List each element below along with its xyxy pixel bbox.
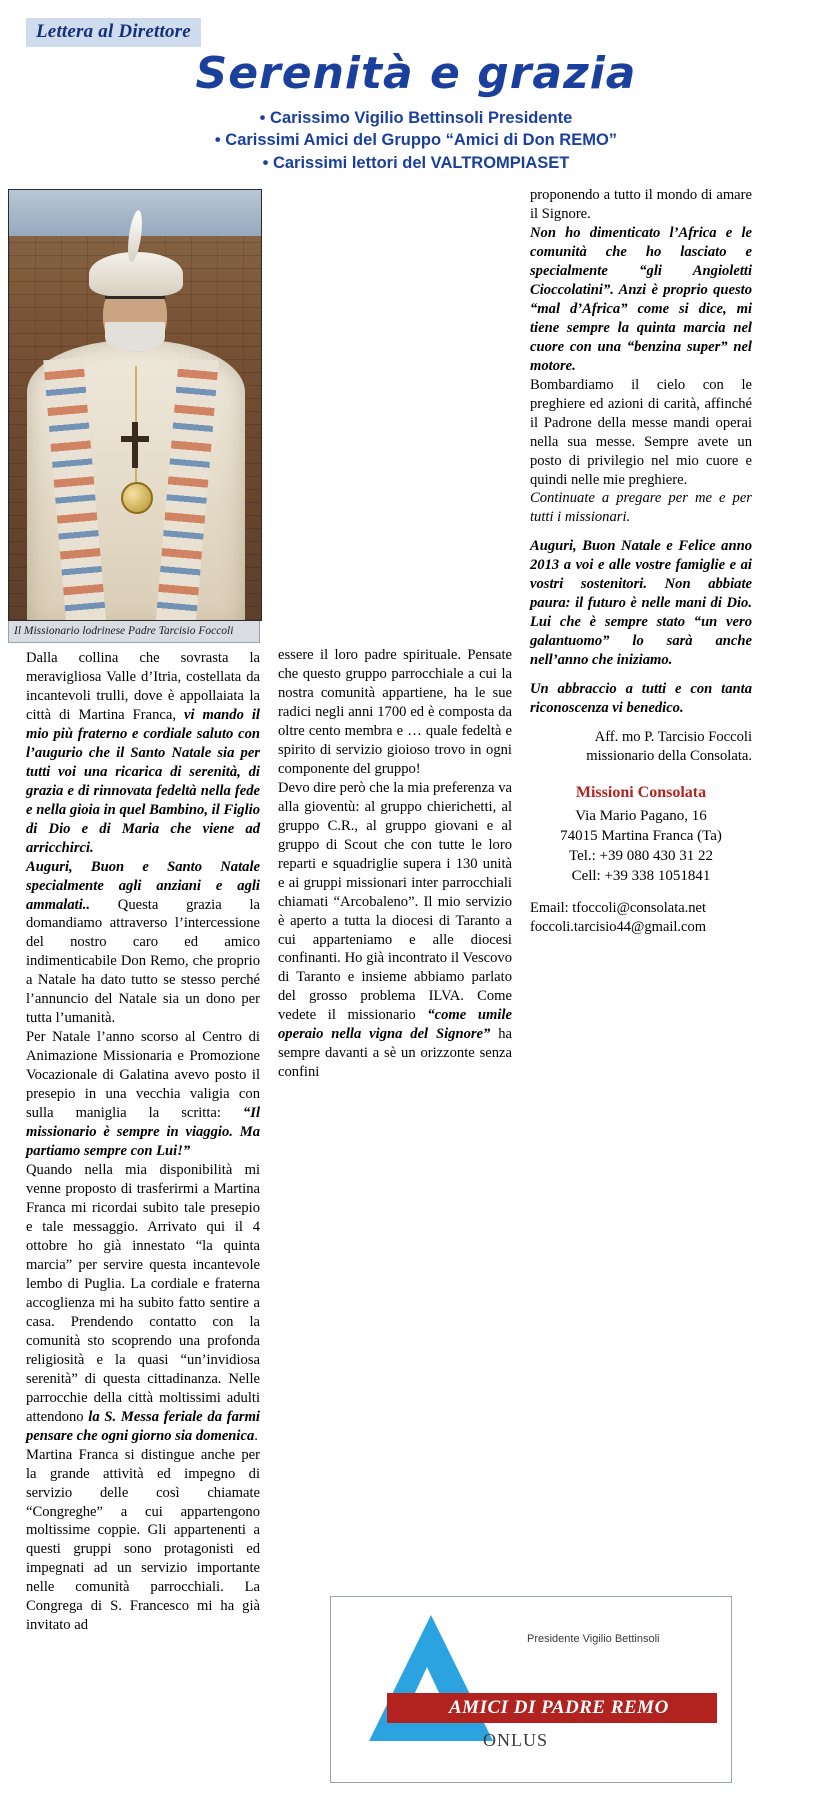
kicker-wrap bbox=[26, 18, 806, 47]
text-run-emphasis: “come umile operaio nella vigna del Signore” bbox=[278, 1007, 512, 1043]
logo-bar-label: AMICI DI PADRE REMO bbox=[449, 1697, 669, 1718]
address-street: Via Mario Pagano, 16 bbox=[575, 807, 707, 824]
organization-name: Missioni Consolata bbox=[575, 784, 707, 802]
email-primary[interactable]: Email: tfoccoli@consolata.net bbox=[530, 899, 707, 916]
text-run: Questa grazia la domandiamo attraverso l’intercessione del nostro caro ed amico indimenticabile Don Remo, che proprio a Natale ha dato tutto se stesso perché l’annuncio del Natale sia un dono per tutta l’umanità. bbox=[26, 896, 260, 1027]
paragraph-c3-3 bbox=[530, 376, 752, 490]
paragraph-c2-1 bbox=[278, 646, 512, 779]
paragraph-c1-3 bbox=[26, 1028, 260, 1161]
text-run: proponendo a tutto il mondo di amare il Signore. bbox=[530, 186, 752, 222]
paragraph-c3-4 bbox=[530, 489, 752, 527]
photo-block bbox=[8, 189, 260, 643]
photo-caption: Il Missionario lodrinese Padre Tarcisio Foccoli bbox=[8, 621, 260, 643]
text-run: essere il loro padre spirituale. Pensate che questo gruppo parrocchiale a cui la nostra comunità appartiene, ha le sue radici negli anni 1700 ed è composta da oltre cento membra e … quale fedeltà e spirito di servizio gioioso trovo in ogni componente del gruppo! bbox=[278, 646, 512, 777]
paragraph-c3-5 bbox=[530, 537, 752, 670]
paragraph-c1-5 bbox=[26, 1446, 260, 1636]
logo-president-label: Presidente Vigilio Bettinsoli bbox=[527, 1633, 660, 1645]
text-run-emphasis: Auguri, Buon Natale e Felice anno 2013 a voi e alle vostre famiglie e ai vostri sostenitori. Non abbiate paura: il futuro è nelle mani di Dio. Lui che è sempre stato “un vero galantuomo” lo sarà anche nell’anno che iniziamo. bbox=[530, 538, 752, 669]
text-run-emphasis: la S. Messa feriale da farmi pensare che ogni giorno sia domenica bbox=[26, 1408, 260, 1444]
paragraph-c3-6 bbox=[530, 680, 752, 718]
text-run: Quando nella mia disponibilità mi venne proposto di trasferirmi a Martina Franca mi ricordai subito tale presepio e tale messaggio. Arrivato qui il 4 ottobre ho già innestato “la quinta marcia” per servire questa incantevole lembo di Puglia. La cordiale e fraterna accoglienza mi ha subito fatto sentire a casa. Prendendo contatto con la comunità sto scoprendo una profonda religiosità e la quasi “un’invidiosa serenità” di questa cittadinanza. Nelle parrocchie della città moltissimi adulti attendono bbox=[26, 1162, 260, 1425]
text-run: Martina Franca si distingue anche per la grande attività ed impegno di servizio delle così chiamate “Congreghe” a cui appartengono moltissime coppie. Gli appartenenti a questi gruppi sono protagonisti ed impegnati ad un servizio importante nelle comunità parrocchiali. La Congrega di S. Francesco mi ha già invitato ad bbox=[26, 1446, 260, 1634]
text-run: ha sempre davanti a sè un orizzonte senza confini bbox=[278, 1026, 512, 1081]
text-run: Bombardiamo il cielo con le preghiere ed azioni di carità, affinché il Padrone della messe mandi operai nella sua messe. Sempre avete un posto di privilegio nel mio cuore e quindi nelle mie preghiere. bbox=[530, 376, 752, 488]
subheadings bbox=[26, 107, 806, 174]
padre-tarcisio-foccoli-photo bbox=[8, 189, 262, 621]
signature-role: missionario della Consolata. bbox=[586, 748, 752, 765]
article-columns bbox=[14, 186, 806, 1746]
amici-di-padre-remo-logo bbox=[330, 1596, 732, 1783]
text-run: Per Natale l’anno scorso al Centro di Animazione Missionaria e Promozione Vocazionale di Galatina avevo posto il presepio in una vecchia valigia con sulla maniglia la scritta: bbox=[26, 1029, 260, 1122]
text-run: Devo dire però che la mia preferenza va alla gioventù: al gruppo chierichetti, al gruppo C.R., al gruppo giovani e al gruppo di Scout che con tutte le loro reparti e squadriglie supera i 130 unità e ai gruppi missionari inter parrocchiali chiamati “Arcobaleno”. Il mio servizio è aperto a tutta la diocesi di Taranto a cui apparteniamo e alle diocesi confinanti. Ho già incontrato il Vescovo di Taranto e insieme abbiamo parlato del grosso problema ILVA. Come vedete il missionario bbox=[278, 779, 512, 1024]
text-run: . bbox=[254, 1427, 258, 1444]
address-city: 74015 Martina Franca (Ta) bbox=[560, 827, 722, 844]
email-block bbox=[530, 899, 752, 938]
section-kicker: Lettera al Direttore bbox=[26, 18, 201, 47]
mobile-number: Cell: +39 338 1051841 bbox=[571, 868, 711, 885]
subheading-line-3: • Carissimi lettori del VALTROMPIASET bbox=[262, 153, 570, 172]
text-run-emphasis: Auguri, Buon e Santo Natale specialmente agli anziani e agli ammalati.. bbox=[26, 858, 260, 913]
page-title: Serenità e grazia bbox=[195, 48, 637, 99]
paragraph-c1-4 bbox=[26, 1161, 260, 1446]
signature-block bbox=[530, 728, 752, 766]
paragraph-c2-2 bbox=[278, 779, 512, 1083]
subheading-line-2: • Carissimi Amici del Gruppo “Amici di Don REMO” bbox=[214, 131, 618, 150]
paragraph-c3-2 bbox=[530, 224, 752, 376]
paragraph-c3-1 bbox=[530, 186, 752, 224]
article-column-1 bbox=[14, 186, 260, 1635]
text-run: Continuate a pregare per me e per tutti i missionari. bbox=[530, 490, 752, 526]
article-column-3 bbox=[530, 186, 752, 938]
text-run: Dalla collina che sovrasta la meravigliosa Valle d’Itria, costellata da incantevoli trulli, dove è appollaiata la città di Martina Franca, bbox=[26, 649, 260, 723]
phone-number: Tel.: +39 080 430 31 22 bbox=[568, 848, 714, 865]
text-run-emphasis: “Il missionario è sempre in viaggio. Ma partiamo sempre con Lui!” bbox=[26, 1105, 260, 1160]
text-run-emphasis: vi mando il mio più fraterno e cordiale saluto con l’augurio che il Santo Natale sia per tutti voi una ricarica di serenità, di grazia e di rinnovata fedeltà nella fede e nella gioia in quel Bambino, il Figlio di Dio e di Maria che viene ad arricchirci. bbox=[26, 706, 260, 856]
article-column-2 bbox=[278, 646, 512, 1082]
text-run-emphasis: Un abbraccio a tutti e con tanta riconoscenza vi benedico. bbox=[530, 681, 752, 717]
logo-onlus-label: ONLUS bbox=[483, 1730, 549, 1750]
email-secondary[interactable]: foccoli.tarcisio44@gmail.com bbox=[530, 919, 707, 936]
paragraph-c1-2 bbox=[26, 858, 260, 1029]
contact-block bbox=[530, 782, 752, 887]
signature-name: Aff. mo P. Tarcisio Foccoli bbox=[594, 729, 752, 746]
text-run-emphasis: Non ho dimenticato l’Africa e le comunità che ho lasciato e specialmente “gli Angioletti Cioccolatini”. Anzi è proprio questo “mal d’Africa” come si dice, mi tiene sempre la quinta marcia nel cuore con una “benzina super” nel motore. bbox=[530, 224, 752, 374]
subheading-line-1: • Carissimo Vigilio Bettinsoli Presidente bbox=[259, 109, 573, 128]
